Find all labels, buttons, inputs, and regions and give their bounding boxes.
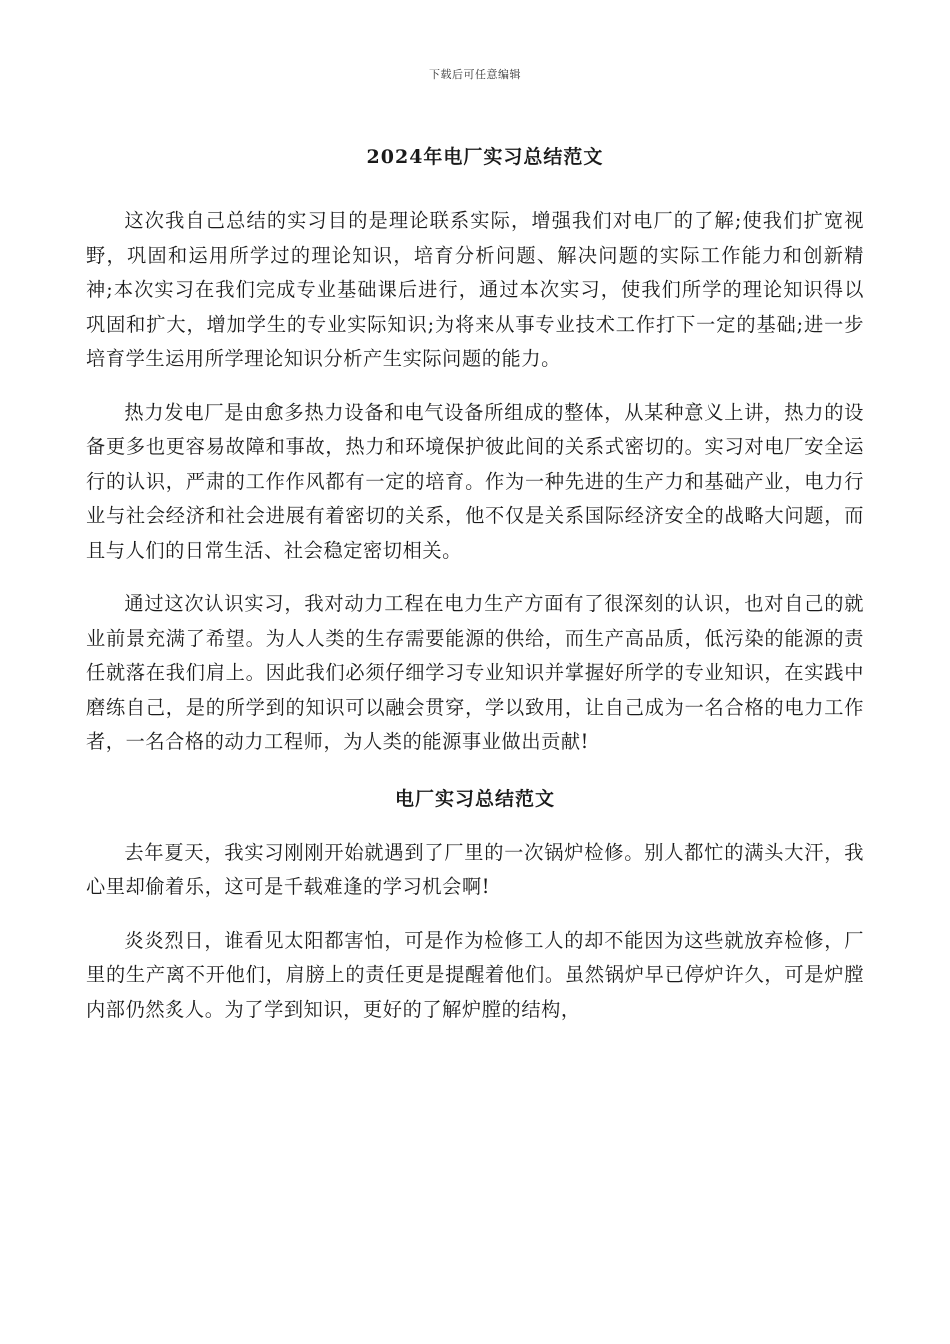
document-body <box>86 140 864 1046</box>
header-note: 下载后可任意编辑 <box>429 68 521 81</box>
document-title: 2024年电厂实习总结范文 <box>366 146 604 168</box>
paragraph: 热力发电厂是由愈多热力设备和电气设备所组成的整体，从某种意义上讲，热力的设备更多也更容易故障和事故，热力和环境保护彼此间的关系式密切的。实习对电厂安全运行的认识，严肃的工作作风都有一定的培育。作为一种先进的生产力和基础产业，电力行业与社会经济和社会进展有着密切的关系，他不仅是关系国际经济安全的战略大问题，而且与人们的日常生活、社会稳定密切相关。 <box>86 400 864 562</box>
paragraph: 炎炎烈日，谁看见太阳都害怕，可是作为检修工人的却不能因为这些就放弃检修，厂里的生产离不开他们，肩膀上的责任更是提醒着他们。虽然锅炉早已停炉许久，可是炉膛内部仍然炙人。为了学到知识，更好的了解炉膛的结构， <box>86 928 864 1021</box>
paragraph: 通过这次认识实习，我对动力工程在电力生产方面有了很深刻的认识，也对自己的就业前景充满了希望。为人人类的生存需要能源的供给，而生产高品质，低污染的能源的责任就落在我们肩上。因此我们必须仔细学习专业知识并掌握好所学的专业知识，在实践中磨练自己，是的所学到的知识可以融会贯穿，学以致用，让自己成为一名合格的电力工作者，一名合格的动力工程师，为人类的能源事业做出贡献! <box>86 592 864 753</box>
paragraph: 这次我自己总结的实习目的是理论联系实际，增强我们对电厂的了解;使我们扩宽视野，巩固和运用所学过的理论知识，培育分析问题、解决问题的实际工作能力和创新精神;本次实习在我们完成专业基础课后进行，通过本次实习，使我们所学的理论知识得以巩固和扩大，增加学生的专业实际知识;为将来从事专业技术工作打下一定的基础;进一步培育学生运用所学理论知识分析产生实际问题的能力。 <box>86 209 864 370</box>
section-title: 电厂实习总结范文 <box>394 787 555 810</box>
paragraph: 去年夏天，我实习刚刚开始就遇到了厂里的一次锅炉检修。别人都忙的满头大汗，我心里却偷着乐，这可是千载难逢的学习机会啊! <box>86 840 864 898</box>
